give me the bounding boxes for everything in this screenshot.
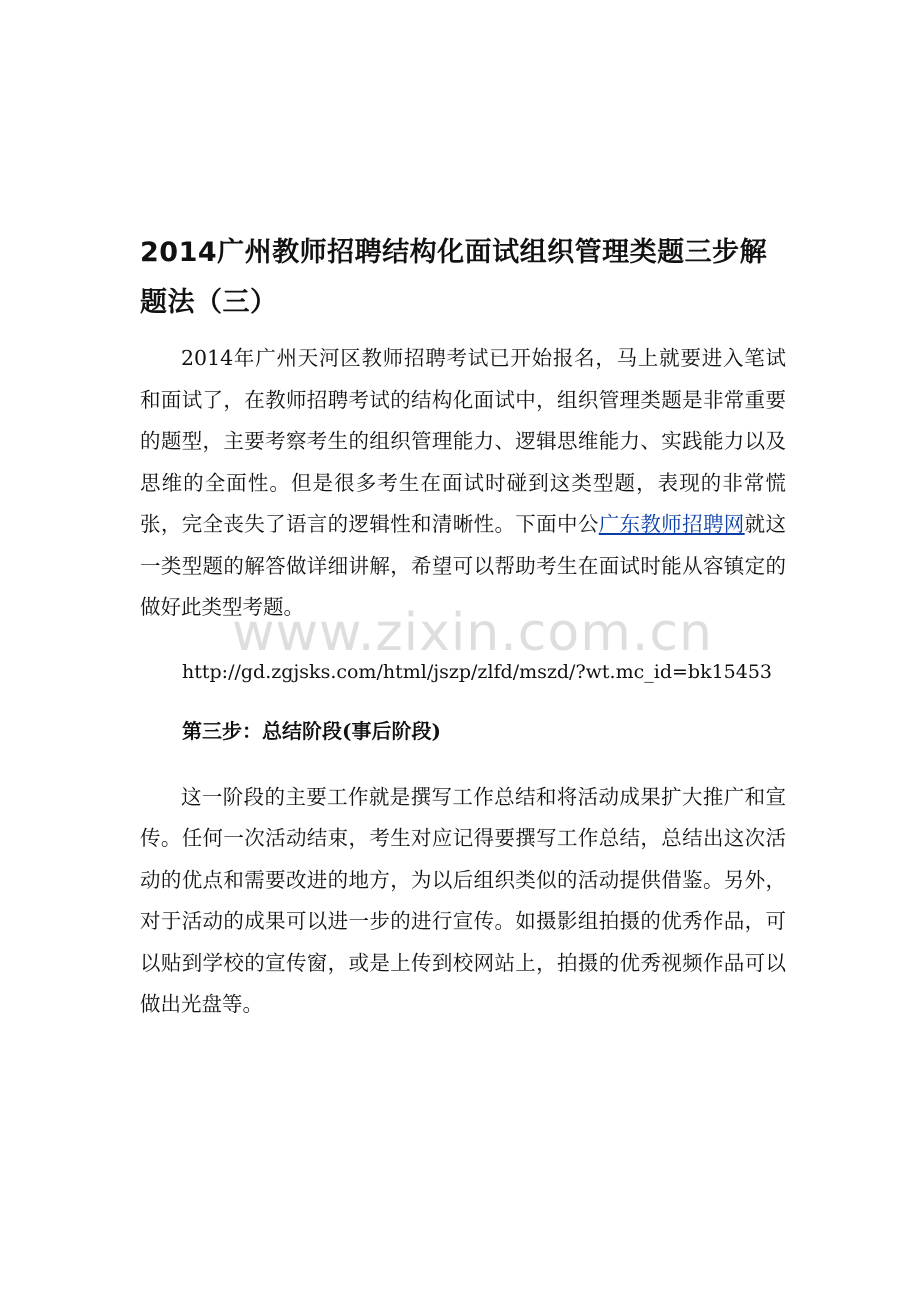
intro-text-before-link: 2014年广州天河区教师招聘考试已开始报名，马上就要进入笔试和面试了，在教师招聘考试的结构化面试中，组织管理类题是非常重要的题型，主要考察考生的组织管理能力、逻辑思维能力、实践能力以及思维的全面性。但是很多考生在面试时碰到这类型题，表现的非常慌张，完全丧失了语言的逻辑性和清晰性。下面中公 [140, 346, 786, 536]
intro-paragraph [140, 338, 786, 629]
intro-text-after-link: 就这一类型题的解答做详细讲解，希望可以帮助考生在面试时能从容镇定的做好此类型考题。 [140, 512, 787, 619]
document-title: 2014广州教师招聘结构化面试组织管理类题三步解题法（三） [140, 237, 768, 318]
source-url: http://gd.zgjsks.com/html/jszp/zlfd/mszd/?wt.mc_id=bk15453 [182, 660, 773, 683]
document-page [140, 228, 786, 1026]
step-body-paragraph: 这一阶段的主要工作就是撰写工作总结和将活动成果扩大推广和宣传。任何一次活动结束，考生对应记得要撰写工作总结，总结出这次活动的优点和需要改进的地方，为以后组织类似的活动提供借鉴。另外，对于活动的成果可以进一步的进行宣传。如摄影组拍摄的优秀作品，可以贴到学校的宣传窗，或是上传到校网站上，拍摄的优秀视频作品可以做出光盘等。 [140, 784, 786, 1016]
guangdong-teacher-recruitment-link[interactable]: 广东教师招聘网 [598, 512, 745, 536]
watermark-text: www.zixin.com.cn [232, 603, 713, 663]
step-heading: 第三步：总结阶段(事后阶段) [182, 718, 441, 743]
